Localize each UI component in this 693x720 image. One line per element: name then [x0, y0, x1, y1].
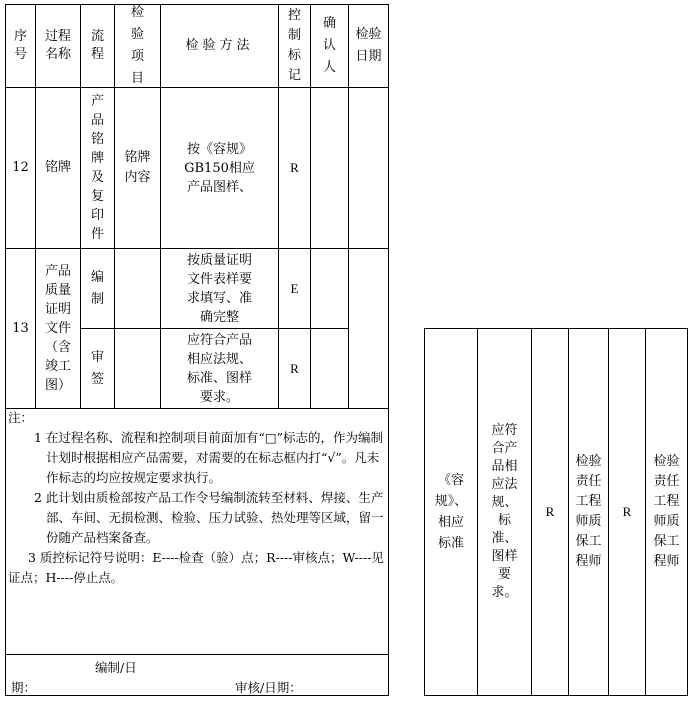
notes-section — [8, 408, 384, 588]
row13b-method: 应符合产品相应法规、标准、图样要求。 — [187, 332, 253, 405]
row13b-item — [115, 329, 160, 408]
header-seq: 序号 — [13, 29, 27, 62]
row13-date — [349, 249, 388, 408]
side-engineer-1: 检验责任工程师质保工程师 — [575, 454, 602, 569]
header-flow: 流程 — [90, 29, 104, 62]
header-confirmer: 确认人 — [322, 16, 336, 75]
note-3: 3 质控标记符号说明：E----检查（验）点；R----审核点；W----见证点；H----停止点。 — [8, 550, 384, 585]
row12-seq: 12 — [12, 160, 29, 175]
row13b-flow: 审签 — [90, 349, 104, 387]
header-inspection-method: 检验方法 — [185, 38, 254, 53]
footer-period: 期： — [11, 680, 37, 695]
side-standard: 《容规》、相应标准 — [434, 473, 468, 551]
row12-method: 按《容规》GB150相应产品图样、 — [184, 141, 255, 195]
row13b-mark: R — [290, 360, 299, 376]
side-mark-1: R — [545, 504, 555, 519]
notes-title: 注： — [8, 410, 34, 425]
row12-mark: R — [290, 160, 299, 175]
row12-flow: 产品铭牌及复印件 — [90, 94, 104, 242]
note-2: 2 此计划由质检部按产品工作令号编制流转至材料、焊接、生产部、车间、无损检测、检验、压力试验、热处理等区域，留一份随产品档案备查。 — [34, 490, 384, 545]
row12-item: 铭牌内容 — [124, 150, 151, 185]
row13a-flow: 编制 — [90, 269, 104, 307]
side-mark-2: R — [622, 504, 632, 519]
note-1: 1 在过程名称、流程和控制项目前面加有“□”标志的，作为编制计划时根据相应产品需要，对需要的在标志框内打“√”。凡未作标志的均应按规定要求执行。 — [34, 430, 384, 485]
row13b-confirmer — [311, 329, 348, 408]
row13a-mark: E — [290, 280, 299, 296]
header-process-name: 过程名称 — [44, 29, 71, 62]
header-inspection-item: 检验项目 — [130, 5, 144, 86]
header-inspection-date: 检验日期 — [355, 27, 382, 64]
row13-seq: 13 — [12, 320, 29, 336]
inspection-table — [5, 4, 389, 696]
footer-prepared: 编制/日 — [95, 660, 137, 675]
footer-reviewed: 审核/日期： — [235, 680, 302, 695]
row13a-method: 按质量证明文件表样要求填写、准确完整 — [187, 252, 253, 325]
side-requirement: 应符合产品相应法规、标准、图样要求。 — [491, 423, 518, 600]
row13a-confirmer — [311, 249, 348, 328]
row12-process-name: 铭牌 — [44, 160, 71, 175]
row13a-item — [115, 249, 160, 328]
continuation-table — [424, 328, 688, 696]
row12-confirmer — [311, 88, 348, 248]
side-engineer-2: 检验责任工程师质保工程师 — [653, 454, 680, 569]
header-control-mark: 控制标记 — [287, 8, 301, 83]
row13-process-name: 产品质量证明文件（含竣工图） — [44, 264, 71, 393]
row12-date — [349, 88, 388, 248]
